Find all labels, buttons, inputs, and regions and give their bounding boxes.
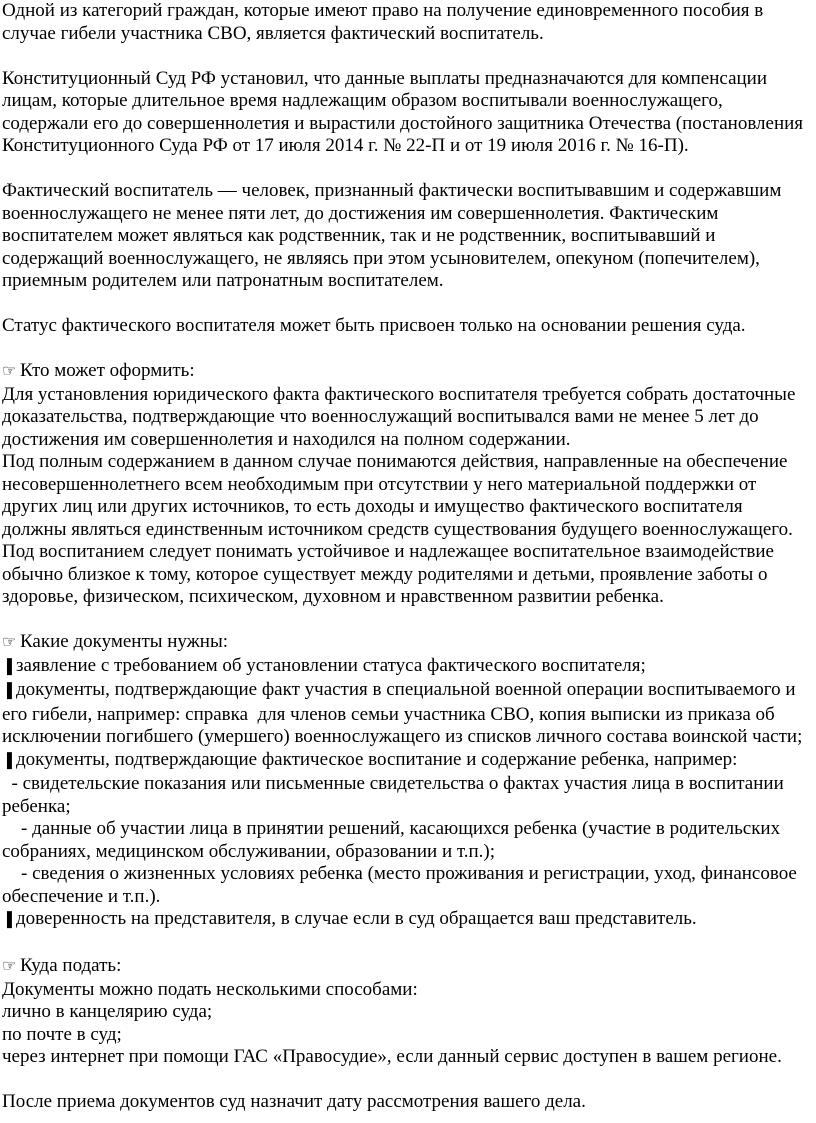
item-text: документы, подтверждающие фактическое воспитание и содержание ребенка, например: [16, 748, 738, 770]
text-line: Фактический воспитатель — человек, признанный фактически воспитывавшим и содержавшим [2, 180, 782, 201]
text-line: случае гибели участника СВО, является фактический воспитатель. [2, 22, 544, 44]
closing-paragraph [2, 1091, 813, 1114]
text-line [2, 863, 813, 886]
text-line [2, 773, 813, 796]
text-line [2, 818, 813, 841]
heading-text: Какие документы нужны: [20, 631, 229, 652]
bullet-item [2, 655, 813, 680]
item-text: собраниях, медицинском обслуживании, образовании и т.п.); [2, 840, 496, 862]
definition-paragraph [2, 180, 813, 293]
text-line: несовершеннолетнего всем необходимым при отсутствии у него материальной поддержки от [2, 473, 757, 495]
text-line: Под воспитанием следует понимать устойчивое и надлежащее воспитательное взаимодействие [2, 541, 774, 562]
bullet-icon: ▐ [2, 753, 12, 769]
text-line: Конституционного Суда РФ от 17 июля 2014 г. № 22-П и от 19 июля 2016 г. № 16-П). [2, 135, 689, 156]
text-line: доказательства, подтверждающие что военнослужащий воспитывался вами не менее 5 лет до [2, 406, 759, 427]
text-line [2, 704, 813, 727]
section-heading [2, 631, 813, 655]
pointing-hand-icon: ☞ [2, 634, 17, 651]
text-line: лицам, которые длительное время надлежащим образом воспитывали военнослужащего, [2, 90, 723, 111]
item-text: доверенность на представителя, в случае если в суд обращается ваш представитель. [16, 908, 697, 929]
item-text: ребенка; [2, 795, 71, 817]
where-section [2, 955, 813, 1069]
bullet-item [2, 679, 813, 704]
text-line: должны являться единственным источником средств существования будущего военнослужащего. [2, 518, 793, 540]
text-line [2, 841, 813, 864]
text-line: Документы можно подать несколькими способами: [2, 978, 418, 1000]
item-text: заявление с требованием об установлении статуса фактического воспитателя; [16, 654, 646, 676]
constitutional-court-paragraph [2, 68, 813, 158]
text-line: военнослужащего не менее пяти лет, до достижения им совершеннолетия. Фактическим [2, 202, 719, 224]
text-line: содержащий военнослужащего, не являясь при этом усыновителем, опекуном (попечителем), [2, 247, 760, 269]
section-heading [2, 955, 813, 979]
text-line: приемным родителем или патронатным воспитателем. [2, 270, 444, 291]
text-line: по почте в суд; [2, 1023, 122, 1045]
heading-text: Кто может оформить: [20, 360, 195, 381]
text-line [2, 796, 813, 819]
text-line: воспитателем может являться как родственник, так и не родственник, воспитывавший и [2, 225, 716, 246]
text-line: достижения им совершеннолетия и находился на полном содержании. [2, 428, 571, 450]
bullet-item [2, 749, 813, 774]
status-paragraph [2, 315, 813, 338]
text-line: Для установления юридического факта фактического воспитателя требуется собрать достаточные [2, 383, 796, 405]
item-text: - свидетельские показания или письменные свидетельства о фактах участия лица в воспитании [2, 773, 784, 794]
text-line [2, 726, 813, 749]
bullet-icon: ▐ [2, 684, 12, 699]
item-text: - сведения о жизненных условиях ребенка (место проживания и регистрации, уход, финансовое [2, 863, 797, 884]
bullet-icon: ▐ [2, 913, 12, 928]
text-line: обычно близкое к тому, которое существует между родителями и детьми, проявление заботы о [2, 563, 768, 585]
text-line: здоровье, физическом, психическом, духовном и нравственном развитии ребенка. [2, 586, 664, 607]
item-text: документы, подтверждающие факт участия в специальной военной операции воспитываемого и [16, 679, 796, 700]
documents-section [2, 631, 813, 933]
item-text: его гибели, например: справка для членов семьи участника СВО, копия выписки из приказа об [2, 703, 775, 725]
text-line: После приема документов суд назначит дату рассмотрения вашего дела. [2, 1091, 586, 1112]
documents-list [2, 655, 813, 933]
heading-text: Куда подать: [20, 955, 122, 976]
text-line: через интернет при помощи ГАС «Правосудие», если данный сервис доступен в вашем регионе. [2, 1046, 782, 1067]
bullet-item [2, 908, 813, 933]
intro-paragraph [2, 0, 813, 45]
text-line: Конституционный Суд РФ установил, что данные выплаты предназначаются для компенсации [2, 67, 768, 89]
text-line: Одной из категорий граждан, которые имеют право на получение единовременного пособия в [2, 0, 764, 21]
section-heading [2, 360, 813, 384]
who-section [2, 360, 813, 609]
item-text: исключении погибшего (умершего) военнослужащего из списков личного состава воинской части; [2, 726, 803, 747]
item-text: - данные об участии лица в принятии решений, касающихся ребенка (участие в родительских [2, 818, 781, 839]
pointing-hand-icon: ☞ [2, 958, 17, 975]
text-line: лично в канцелярию суда; [2, 1001, 213, 1022]
text-line: Под полным содержанием в данном случае понимаются действия, направленные на обеспечение [2, 451, 788, 472]
item-text: обеспечение и т.п.). [2, 885, 161, 907]
text-line: других лиц или других источников, то есть доходы и имущество фактического воспитателя [2, 496, 743, 517]
pointing-hand-icon: ☞ [2, 363, 17, 380]
text-line: Статус фактического воспитателя может быть присвоен только на основании решения суда. [2, 315, 746, 336]
text-line: содержали его до совершеннолетия и вырастили достойного защитника Отечества (постановления [2, 112, 804, 134]
text-line [2, 886, 813, 909]
bullet-icon: ▐ [2, 659, 12, 675]
